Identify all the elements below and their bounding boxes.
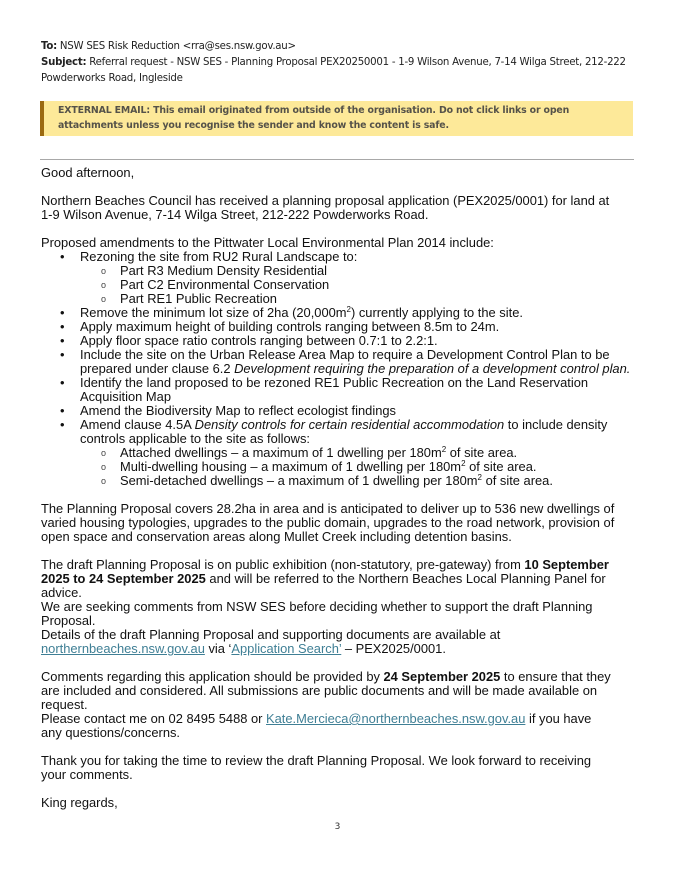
website-link[interactable]: northernbeaches.nsw.gov.au xyxy=(41,641,205,657)
subject-label: Subject: xyxy=(41,57,87,68)
to-line xyxy=(41,39,641,55)
bullet-icon: • xyxy=(60,333,65,348)
bullet-icon: • xyxy=(60,319,65,334)
sub-list-item-text: Part R3 Medium Density Residential xyxy=(120,263,328,278)
application-search-link[interactable]: Application Search’ xyxy=(231,641,342,657)
italic-text: Development requiring the preparation of a development control plan. xyxy=(234,361,631,377)
list-item-text: Identify the land proposed to be rezoned RE1 Public Recreation on the Land Reservation Acquisition Map xyxy=(80,375,589,405)
text-run: of site area. xyxy=(446,445,518,460)
text-run: of site area. xyxy=(465,459,537,474)
sub-list-item-text: Part C2 Environmental Conservation xyxy=(120,277,330,292)
deadline-date: 24 September 2025 xyxy=(383,669,501,684)
text-run: Comments regarding this application should be provided by xyxy=(41,669,384,684)
text-run: Details of the draft Planning Proposal and supporting documents are available at xyxy=(41,627,501,642)
circle-bullet-icon: o xyxy=(101,280,107,290)
to-label: To: xyxy=(41,41,57,52)
bullet-icon: • xyxy=(60,249,65,264)
circle-bullet-icon: o xyxy=(101,294,107,304)
text-run: Attached dwellings – a maximum of 1 dwelling per 180m xyxy=(120,445,442,460)
text-run: Remove the minimum lot size of 2ha (20,000m xyxy=(80,305,347,320)
comments-paragraph xyxy=(41,670,611,713)
circle-bullet-icon: o xyxy=(101,462,107,472)
circle-bullet-icon: o xyxy=(101,476,107,486)
text-run: via ‘ xyxy=(204,641,232,657)
italic-text: Density controls for certain residential accommodation xyxy=(194,417,505,432)
circle-bullet-icon: o xyxy=(101,266,107,276)
text-run: Please contact me on 02 8495 5488 or xyxy=(41,711,267,726)
circle-bullet-icon: o xyxy=(101,448,107,458)
intro-paragraph: Northern Beaches Council has received a planning proposal application (PEX2025/0001) for land at 1-9 Wilson Avenue, 7-14 Wilga Street, 212-222 Powderworks Road. xyxy=(41,193,610,223)
list-item-text xyxy=(80,348,640,376)
bullet-icon: • xyxy=(60,347,65,362)
bullet-icon: • xyxy=(60,403,65,418)
page-number: 3 xyxy=(334,822,341,832)
text-run: Include the site on the Urban Release Area Map to require a Development Control Plan to be prepared under clause 6.2 xyxy=(80,347,610,377)
text-run: Semi-detached dwellings – a maximum of 1 dwelling per 180m xyxy=(120,473,478,488)
text-run: of site area. xyxy=(482,473,553,488)
coverage-paragraph: The Planning Proposal covers 28.2ha in area and is anticipated to deliver up to 536 new dwellings of varied housing typologies, upgrades to the public domain, upgrades to the road network, provision of open space and conservation areas along Mullet Creek including detention basins. xyxy=(41,501,615,545)
to-value: NSW SES Risk Reduction <rra@ses.nsw.gov.au> xyxy=(59,41,296,52)
warning-label: EXTERNAL EMAIL: xyxy=(58,105,150,116)
text-run: The draft Planning Proposal is on public exhibition (non-statutory, pre-gateway) from xyxy=(41,557,525,572)
text-run: Multi-dwelling housing – a maximum of 1 dwelling per 180m xyxy=(120,459,462,474)
amendments-intro: Proposed amendments to the Pittwater Local Environmental Plan 2014 include: xyxy=(41,235,494,250)
seeking-paragraph: We are seeking comments from NSW SES before deciding whether to support the draft Planning Proposal. xyxy=(41,599,593,629)
exhibition-paragraph xyxy=(41,558,631,601)
bullet-icon: • xyxy=(60,417,65,432)
bullet-icon: • xyxy=(60,375,65,390)
signoff: King regards, xyxy=(41,795,118,810)
bullet-icon: • xyxy=(60,305,65,320)
list-item-text: Rezoning the site from RU2 Rural Landscape to: xyxy=(80,249,358,264)
sub-list-item-text xyxy=(120,474,640,488)
sub-list-item-text: Part RE1 Public Recreation xyxy=(120,291,277,306)
text-run: to ensure that they are included and considered. All submissions are public documents and will be made available on request. xyxy=(41,669,611,713)
subject-value: Referral request - NSW SES - Planning Proposal PEX20250001 - 1-9 Wilson Avenue, 7-14 Wilga Street, 212-222 Powderworks Road, Ingleside xyxy=(41,57,626,84)
contact-paragraph xyxy=(41,712,601,740)
superscript: 2 xyxy=(346,305,351,314)
thanks-paragraph: Thank you for taking the time to review the draft Planning Proposal. We look forward to receiving your comments. xyxy=(41,753,592,783)
list-item-text xyxy=(80,418,625,446)
subject-line xyxy=(41,55,641,87)
superscript: 2 xyxy=(477,473,482,482)
list-item-text: Amend the Biodiversity Map to reflect ecologist findings xyxy=(80,403,396,418)
superscript: 2 xyxy=(461,459,466,468)
email-link[interactable]: Kate.Mercieca@northernbeaches.nsw.gov.au xyxy=(266,711,526,726)
header-divider xyxy=(40,159,634,160)
text-run: to include density controls applicable to the site as follows: xyxy=(80,417,608,447)
text-run: Amend clause 4.5A xyxy=(80,417,195,432)
warning-message: This email originated from outside of the organisation. Do not click links or open attachments unless you recognise the sender and know the content is safe. xyxy=(58,105,570,131)
details-paragraph xyxy=(41,628,521,656)
warning-text xyxy=(58,104,633,133)
text-run: and will be referred to the Northern Beaches Local Planning Panel for advice. xyxy=(41,571,606,601)
superscript: 2 xyxy=(441,445,447,454)
text-run: if you have any questions/concerns. xyxy=(41,711,592,741)
text-run: – PEX2025/0001. xyxy=(341,641,446,657)
external-email-warning-banner xyxy=(40,101,633,136)
list-item-text: Apply floor space ratio controls ranging between 0.7:1 to 2.2:1. xyxy=(80,333,438,348)
exhibition-dates: 10 September 2025 to 24 September 2025 xyxy=(41,557,609,587)
list-item-text: Apply maximum height of building controls ranging between 8.5m to 24m. xyxy=(80,319,500,334)
greeting: Good afternoon, xyxy=(41,165,135,180)
text-run: ) currently applying to the site. xyxy=(350,305,523,320)
